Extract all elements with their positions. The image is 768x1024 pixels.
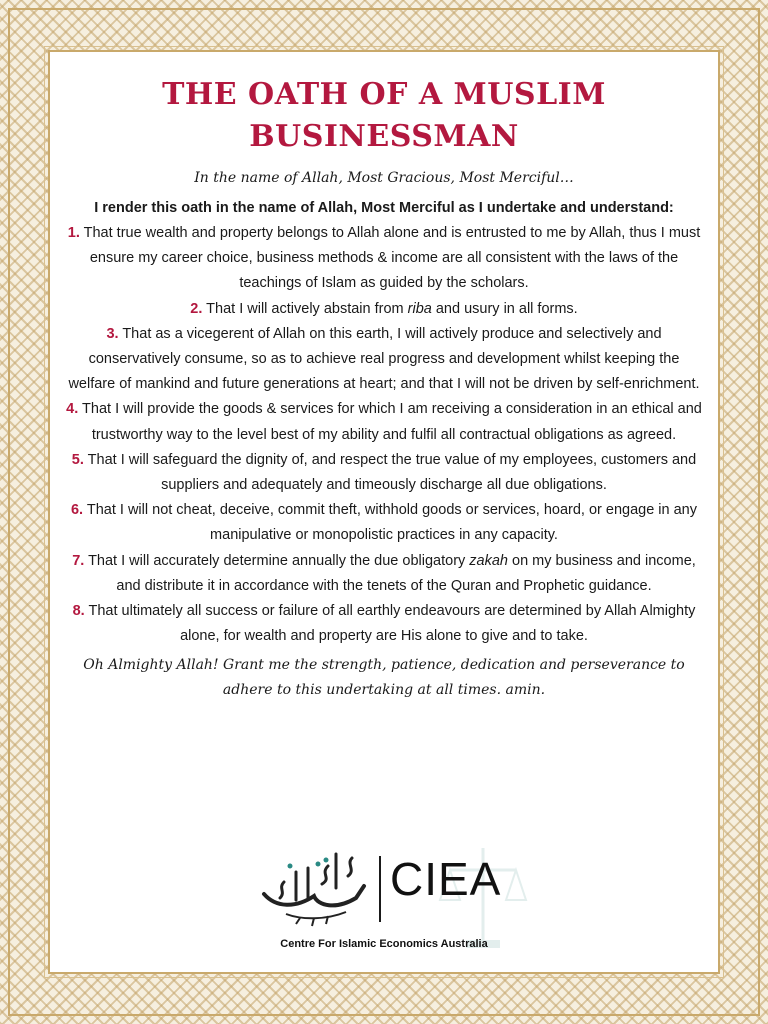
item-text: That I will actively abstain from [206, 300, 408, 317]
oath-item-7 [64, 549, 704, 599]
logo-wordmark: CIEA [390, 853, 502, 905]
item-emphasis: riba [407, 300, 432, 317]
oath-item-2 [64, 297, 704, 322]
oath-item-1 [64, 221, 704, 297]
title-line-1: THE OATH OF A MUSLIM [162, 77, 606, 112]
arabic-calligraphy-logo-icon [256, 848, 374, 934]
oath-item-5 [64, 448, 704, 498]
oath-item-4 [64, 397, 704, 447]
item-number: 4. [66, 401, 79, 418]
item-text: That true wealth and property belongs to Allah alone and is entrusted to me by Allah, thus I must ensure my career choice, business methods & income are all consistent with the laws of the teachings of Islam as guided by the scholars. [83, 225, 701, 292]
item-text: That I will provide the goods & services for which I am receiving a consideration in an ethical and trustworthy way to the level best of my ability and fulfil all contractual obligations as agreed. [82, 401, 702, 443]
intro-statement: I render this oath in the name of Allah, Most Merciful as I undertake and understand: [94, 200, 674, 216]
closing-amin: amin. [505, 682, 546, 699]
item-number: 5. [71, 451, 84, 468]
item-text: That I will not cheat, deceive, commit theft, withhold goods or services, hoard, or engage in any manipulative or monopolistic practices in any capacity. [86, 502, 697, 544]
oath-item-6 [64, 498, 704, 548]
item-text: That I will safeguard the dignity of, and respect the true value of my employees, customers and suppliers and adequately and timeously discharge all due obligations. [87, 451, 697, 494]
item-number: 2. [190, 300, 203, 317]
item-emphasis: zakah [469, 552, 508, 569]
logo-divider [379, 856, 381, 922]
oath-item-8 [64, 599, 704, 649]
oath-item-3 [64, 322, 704, 398]
item-text: That ultimately all success or failure of all earthly endeavours are determined by Allah Almighty alone, for wealth and property are His alone to give and to take. [88, 603, 696, 645]
closing-text: Oh Almighty Allah! Grant me the strength, patience, dedication and perseverance to adhere to this undertaking at all times. [83, 657, 685, 699]
closing-prayer [64, 653, 704, 703]
item-text: and usury in all forms. [431, 300, 578, 317]
title-line-2: BUSINESSMAN [249, 119, 519, 154]
item-text: That as a vicegerent of Allah on this earth, I will actively produce and selectively and conservatively consume, so as to achieve real progress and development whilst keeping the welfare of mankind and future generations at heart; and that I will not be driven by self-enrichment. [68, 325, 700, 393]
oath-page [50, 52, 718, 972]
item-number: 1. [67, 225, 80, 241]
item-number: 6. [70, 502, 84, 519]
item-number: 7. [72, 552, 85, 569]
item-number: 3. [106, 325, 119, 342]
ciea-logo [50, 840, 718, 960]
page-title [64, 74, 704, 158]
logo-caption: Centre For Islamic Economics Australia [280, 938, 488, 950]
item-text: on my business and income, and distribute it in accordance with the tenets of the Quran and Prophetic guidance. [116, 552, 696, 594]
item-number: 8. [72, 603, 85, 620]
item-text: That I will accurately determine annually the due obligatory [88, 552, 470, 569]
invocation: In the name of Allah, Most Gracious, Most Merciful… [194, 170, 574, 186]
